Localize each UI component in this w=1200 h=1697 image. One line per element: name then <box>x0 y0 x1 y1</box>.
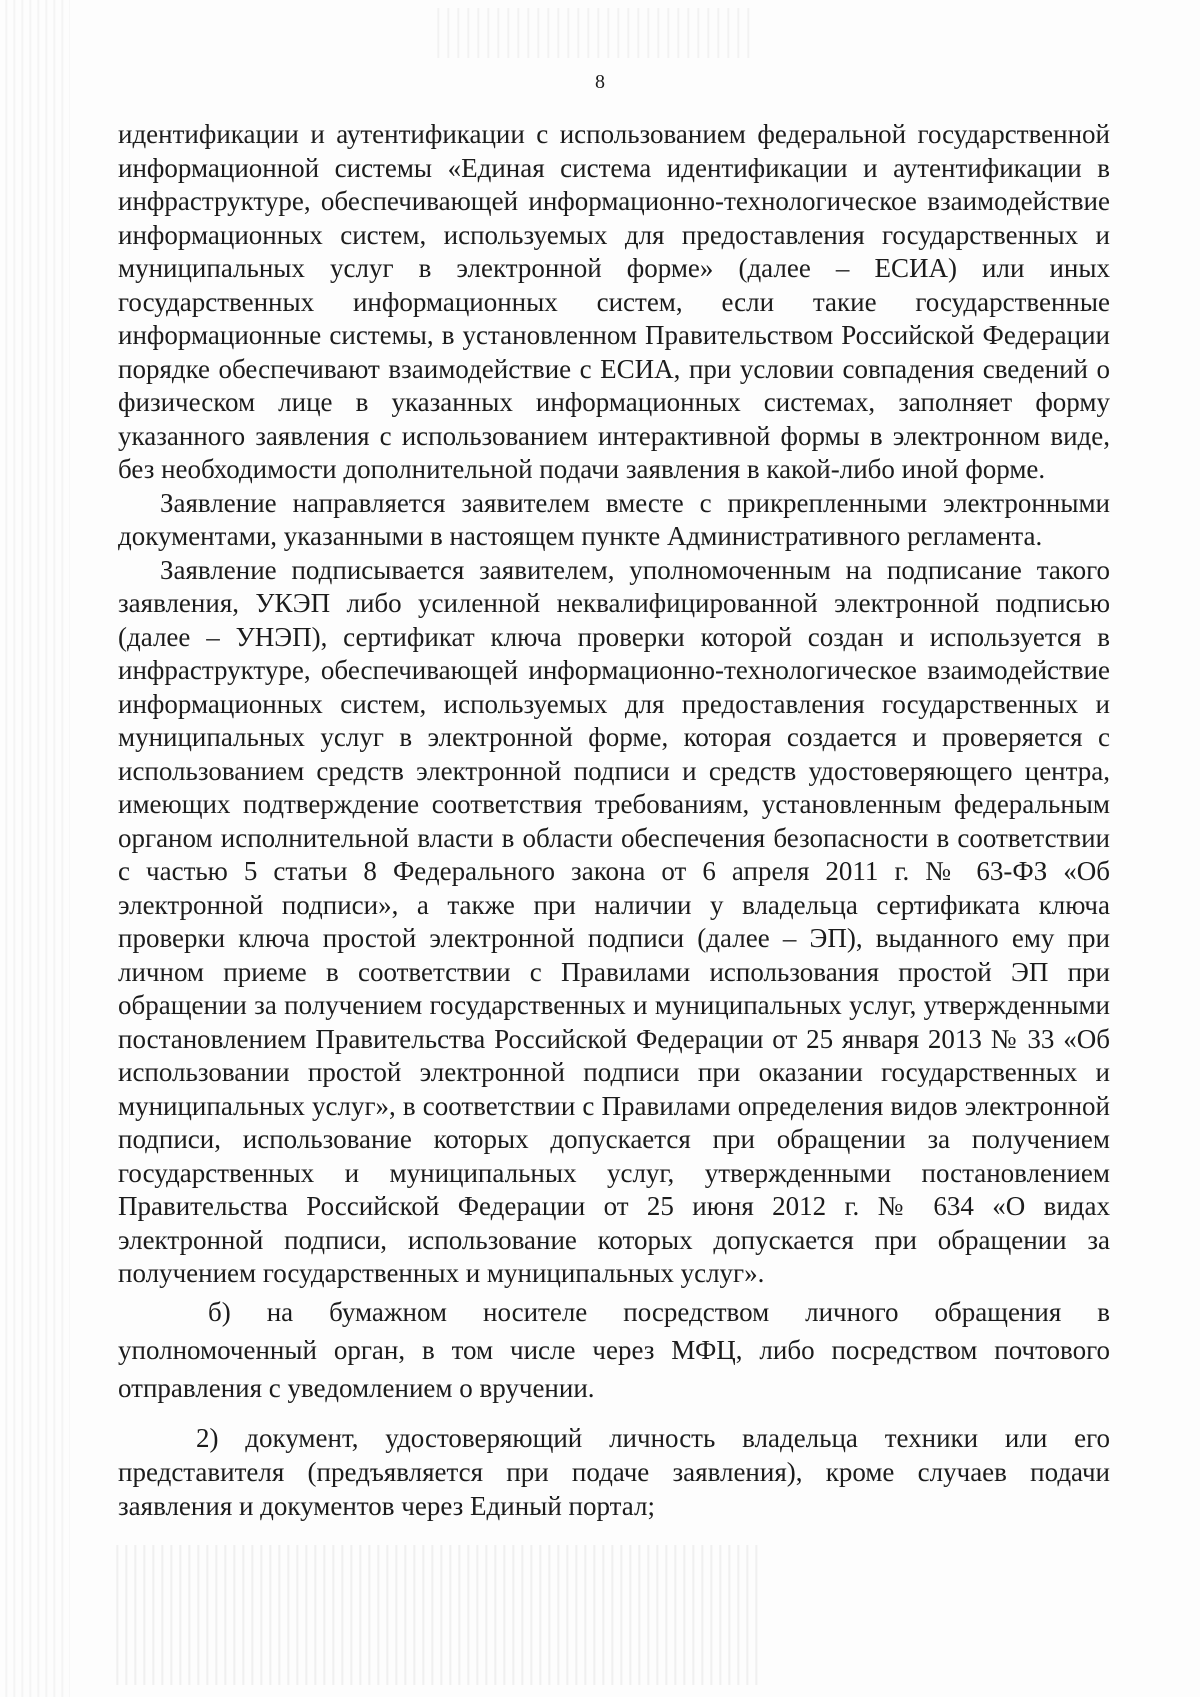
scan-noise-bottom <box>110 1545 760 1685</box>
paragraph-application-sent: Заявление направляется заявителем вместе с прикрепленными электронными документами, указанными в настоящем пункте Административного регламента. <box>118 487 1110 551</box>
paragraph-item-2-identity-document: 2) документ, удостоверяющий личность владельца техники или его представителя (предъявляется при подаче заявления), кроме случаев подачи заявления и документов через Единый портал; <box>118 1422 1110 1521</box>
paragraph-item-b-paper: б) на бумажном носителе посредством личного обращения в уполномоченный орган, в том числе через МФЦ, либо посредством почтового отправления с уведомлением о вручении. <box>118 1296 1110 1403</box>
paragraph-esia-continuation: идентификации и аутентификации с использованием федеральной государственной информационной системы «Единая система идентификации и аутентификации в инфраструктуре, обеспечивающей информационно-технологическое взаимодействие информационных систем, используемых для предоставления государственных и муниципальных услуг в электронной форме» (далее – ЕСИА) или иных государственных информационных систем, если такие государственные информационные системы, в установленном Правительством Российской Федерации порядке обеспечивают взаимодействие с ЕСИА, при условии совпадения сведений о физическом лице в указанных информационных системах, заполняет форму указанного заявления с использованием интерактивной формы в электронном виде, без необходимости дополнительной подачи заявления в какой-либо иной форме. <box>118 119 1110 484</box>
page-number: 8 <box>595 71 605 93</box>
document-body <box>118 118 1110 1523</box>
paragraph-application-signed: Заявление подписывается заявителем, уполномоченным на подписание такого заявления, УКЭП либо усиленной неквалифицированной электронной подписью (далее – УНЭП), сертификат ключа проверки которой создан и используется в инфраструктуре, обеспечивающей информационно-технологическое взаимодействие информационных систем, используемых для предоставления государственных и муниципальных услуг в электронной форме, которая создается и проверяется с использованием средств электронной подписи и средств удостоверяющего центра, имеющих подтверждение соответствия требованиям, установленным федеральным органом исполнительной власти в области обеспечения безопасности в соответствии с частью 5 статьи 8 Федерального закона от 6 апреля 2011 г. № 63-ФЗ «Об электронной подписи», а также при наличии у владельца сертификата ключа проверки ключа простой электронной подписи (далее – ЭП), выданного ему при личном приеме в соответствии с Правилами использования простой ЭП при обращении за получением государственных и муниципальных услуг, утвержденными постановлением Правительства Российской Федерации от 25 января 2013 № 33 «Об использовании простой электронной подписи при оказании государственных и муниципальных услуг», в соответствии с Правилами определения видов электронной подписи, использование которых допускается при обращении за получением государственных и муниципальных услуг, утвержденными постановлением Правительства Российской Федерации от 25 июня 2012 г. № 634 «О видах электронной подписи, использование которых допускается при обращении за получением государственных и муниципальных услуг». <box>118 554 1110 1288</box>
scan-noise-left <box>0 0 70 1697</box>
scan-noise-top <box>430 8 750 58</box>
